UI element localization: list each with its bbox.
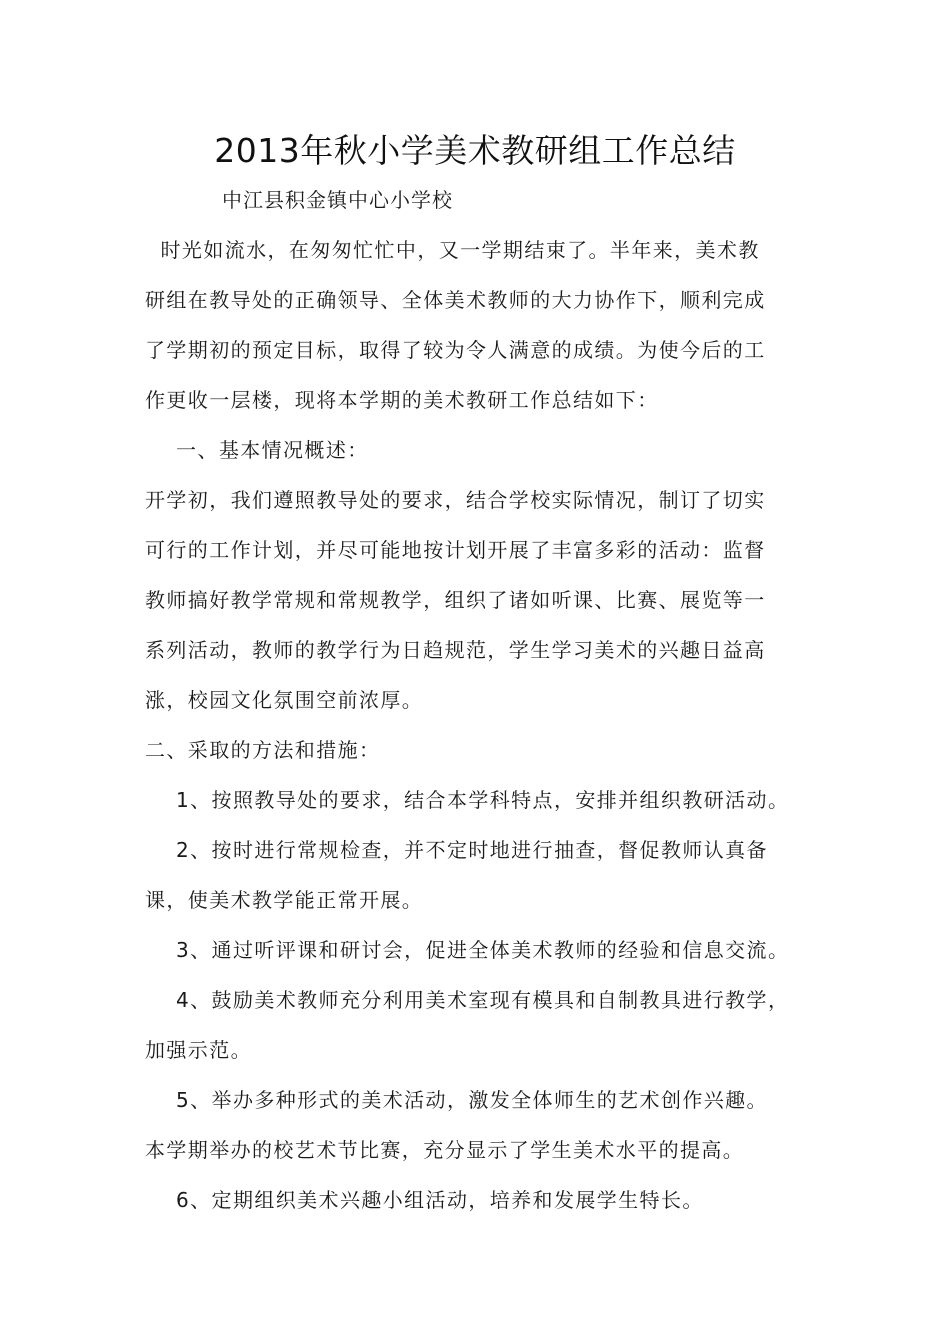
paragraph-line: 加强示范。 <box>145 1038 252 1062</box>
document-subtitle: 中江县积金镇中心小学校 <box>222 188 453 212</box>
section-heading: 二、采取的方法和措施： <box>145 738 381 762</box>
paragraph-line: 系列活动，教师的教学行为日趋规范，学生学习美术的兴趣日益高 <box>145 638 766 662</box>
list-item: 6、定期组织美术兴趣小组活动，培养和发展学生特长。 <box>145 1188 704 1212</box>
paragraph-line: 涨，校园文化氛围空前浓厚。 <box>145 688 424 712</box>
paragraph-line: 作更收一层楼，现将本学期的美术教研工作总结如下： <box>145 388 659 412</box>
paragraph-line: 课，使美术教学能正常开展。 <box>145 888 424 912</box>
list-item: 3、通过听评课和研讨会，促进全体美术教师的经验和信息交流。 <box>145 938 790 962</box>
list-item: 2、按时进行常规检查，并不定时地进行抽查，督促教师认真备 <box>145 838 768 862</box>
paragraph-line: 本学期举办的校艺术节比赛，充分显示了学生美术水平的提高。 <box>145 1138 745 1162</box>
paragraph-line: 研组在教导处的正确领导、全体美术教师的大力协作下，顺利完成 <box>145 288 766 312</box>
list-item: 1、按照教导处的要求，结合本学科特点，安排并组织教研活动。 <box>145 788 790 812</box>
list-item: 4、鼓励美术教师充分利用美术室现有模具和自制教具进行教学， <box>145 988 790 1012</box>
document-title: 2013年秋小学美术教研组工作总结 <box>214 131 736 170</box>
list-item: 5、举办多种形式的美术活动，激发全体师生的艺术创作兴趣。 <box>145 1088 768 1112</box>
paragraph-line: 时光如流水，在匆匆忙忙中，又一学期结束了。半年来，美术教 <box>145 238 760 262</box>
paragraph-line: 可行的工作计划，并尽可能地按计划开展了丰富多彩的活动：监督 <box>145 538 766 562</box>
section-heading: 一、基本情况概述： <box>145 438 369 462</box>
paragraph-line: 教师搞好教学常规和常规教学，组织了诸如听课、比赛、展览等一 <box>145 588 766 612</box>
paragraph-line: 了学期初的预定目标，取得了较为令人满意的成绩。为使今后的工 <box>145 338 766 362</box>
paragraph-line: 开学初，我们遵照教导处的要求，结合学校实际情况，制订了切实 <box>145 488 766 512</box>
